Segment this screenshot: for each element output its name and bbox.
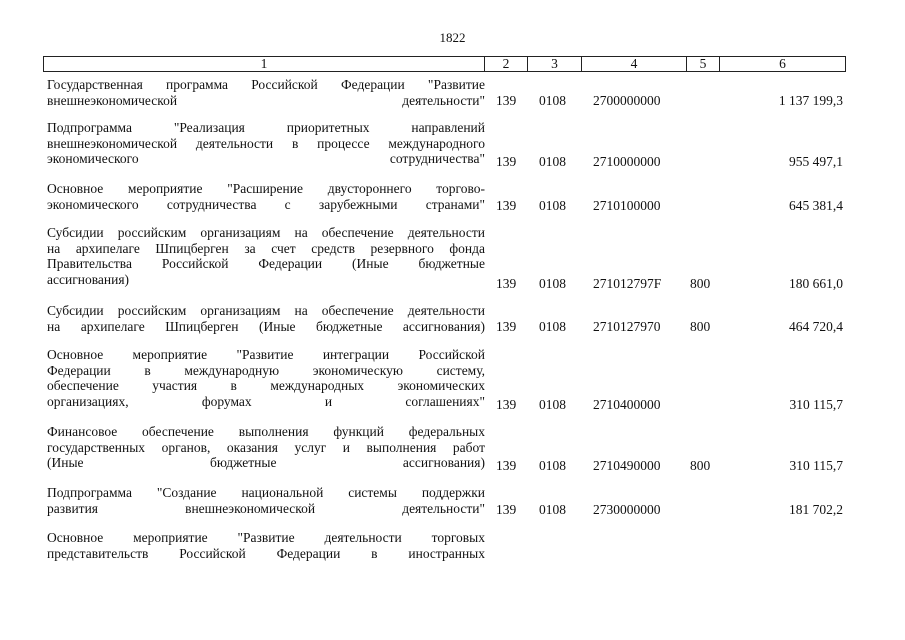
amount: 310 115,7 <box>789 397 843 412</box>
amount: 180 661,0 <box>789 276 843 291</box>
description-line: Субсидии российским организациям на обеспечение деятельности <box>47 225 485 240</box>
section-code: 0108 <box>539 397 566 412</box>
admin-code: 139 <box>496 154 517 169</box>
amount: 181 702,2 <box>789 502 843 517</box>
admin-code: 139 <box>496 319 517 334</box>
column-header-5: 5 <box>687 57 720 72</box>
description-line: Подпрограмма "Реализация приоритетных направлений <box>47 120 485 135</box>
description-line: Субсидии российским организациям на обеспечение деятельности <box>47 303 485 318</box>
description-line: организациях, форумах и соглашениях" <box>47 393 485 409</box>
expense-type-code: 800 <box>690 319 711 334</box>
section-code: 0108 <box>539 319 566 334</box>
page-number: 1822 <box>439 30 466 45</box>
row-description <box>47 485 485 516</box>
admin-code: 139 <box>496 502 517 517</box>
section-code: 0108 <box>539 458 566 473</box>
description-line: ассигнования) <box>47 271 130 287</box>
description-line: экономического сотрудничества с зарубежными странами" <box>47 196 485 212</box>
description-line: экономического сотрудничества" <box>47 151 485 167</box>
target-article-code: 2700000000 <box>593 93 661 108</box>
row-description <box>47 530 485 561</box>
description-line: Основное мероприятие "Развитие деятельности торговых <box>47 530 485 545</box>
column-header-2: 2 <box>485 57 528 72</box>
admin-code: 139 <box>496 397 517 412</box>
section-code: 0108 <box>539 154 566 169</box>
description-line: Правительства Российской Федерации (Иные бюджетные <box>47 256 485 272</box>
target-article-code: 2710400000 <box>593 397 661 412</box>
admin-code: 139 <box>496 458 517 473</box>
description-line: внешнеэкономической деятельности в процессе международного <box>47 135 485 151</box>
column-header-3: 3 <box>528 57 582 72</box>
description-line: на архипелаге Шпицберген (Иные бюджетные ассигнования) <box>47 318 485 334</box>
admin-code: 139 <box>496 198 517 213</box>
admin-code: 139 <box>496 276 517 291</box>
description-line: Основное мероприятие "Развитие интеграции Российской <box>47 347 485 362</box>
description-line: на архипелаге Шпицберген за счет средств резервного фонда <box>47 240 485 256</box>
description-line: внешнеэкономической деятельности" <box>47 92 485 108</box>
description-line: Подпрограмма "Создание национальной системы поддержки <box>47 485 485 500</box>
column-header-4: 4 <box>582 57 687 72</box>
target-article-code: 2730000000 <box>593 502 661 517</box>
target-article-code: 2710100000 <box>593 198 661 213</box>
description-line: государственных органов, оказания услуг и выполнения работ <box>47 439 485 455</box>
column-header-table <box>43 56 846 72</box>
amount: 464 720,4 <box>789 319 843 334</box>
amount: 645 381,4 <box>789 198 843 213</box>
description-line: (Иные бюджетные ассигнования) <box>47 455 485 471</box>
expense-type-code: 800 <box>690 276 711 291</box>
target-article-code: 2710000000 <box>593 154 661 169</box>
description-line: обеспечение участия в международных экономических <box>47 378 485 394</box>
target-article-code: 2710127970 <box>593 319 661 334</box>
section-code: 0108 <box>539 198 566 213</box>
expense-type-code: 800 <box>690 458 711 473</box>
description-line: Федерации в международную экономическую систему, <box>47 362 485 378</box>
amount: 955 497,1 <box>789 154 843 169</box>
row-description <box>47 77 485 108</box>
column-header-row <box>44 57 846 72</box>
description-line: Основное мероприятие "Расширение двустороннего торгово- <box>47 181 485 196</box>
target-article-code: 271012797F <box>593 276 662 291</box>
description-line: представительств Российской Федерации в иностранных <box>47 545 485 561</box>
admin-code: 139 <box>496 93 517 108</box>
section-code: 0108 <box>539 93 566 108</box>
row-description <box>47 120 485 167</box>
amount: 310 115,7 <box>789 458 843 473</box>
row-description <box>47 225 485 287</box>
row-description <box>47 181 485 212</box>
section-code: 0108 <box>539 502 566 517</box>
amount: 1 137 199,3 <box>778 93 843 108</box>
target-article-code: 2710490000 <box>593 458 661 473</box>
column-header-1: 1 <box>44 57 485 72</box>
section-code: 0108 <box>539 276 566 291</box>
row-description <box>47 424 485 471</box>
row-description <box>47 347 485 409</box>
row-description <box>47 303 485 334</box>
description-line: Государственная программа Российской Федерации "Развитие <box>47 77 485 92</box>
column-header-6: 6 <box>720 57 846 72</box>
description-line: Финансовое обеспечение выполнения функций федеральных <box>47 424 485 439</box>
description-line: развития внешнеэкономической деятельности" <box>47 500 485 516</box>
